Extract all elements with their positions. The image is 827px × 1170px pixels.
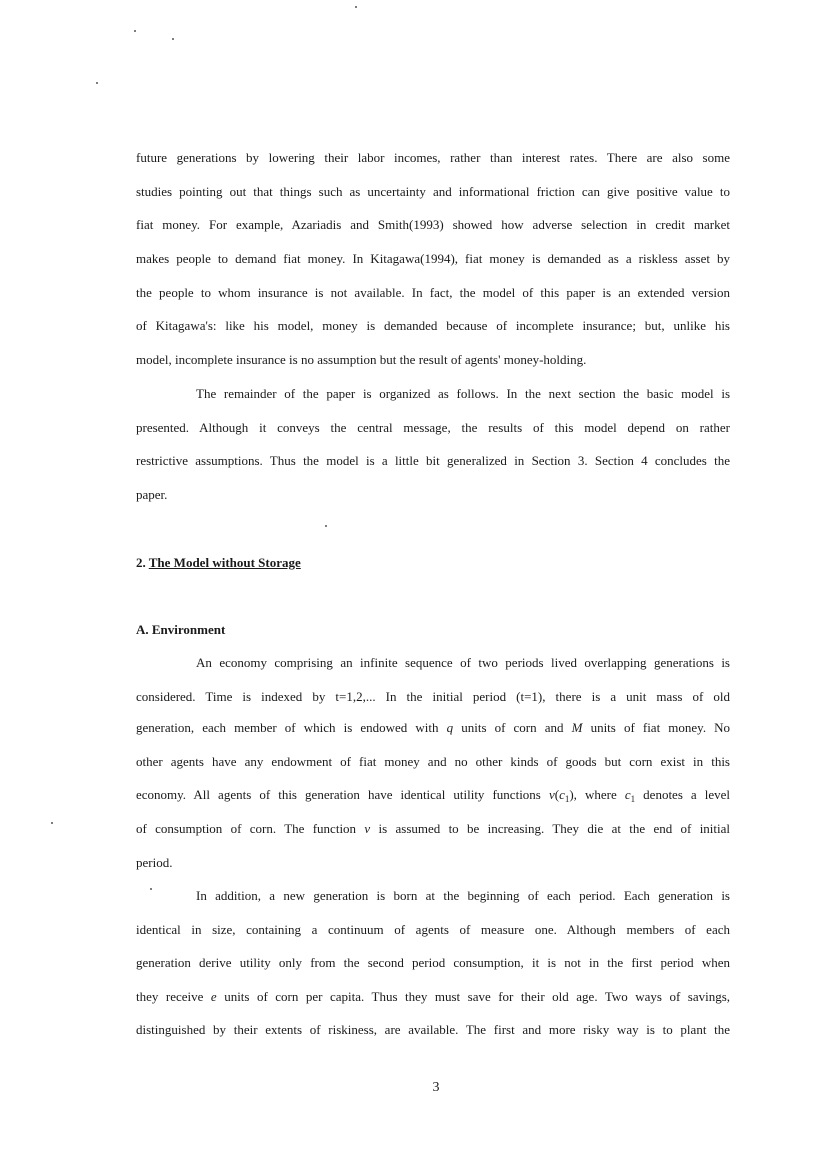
body-text-line: considered. Time is indexed by t=1,2,... In the initial period (t=1), there is a unit mass of old	[136, 689, 730, 704]
scan-speck	[355, 6, 357, 8]
body-text-line: model, incomplete insurance is no assumption but the result of agents' money-holding.	[136, 352, 587, 367]
body-text-line: presented. Although it conveys the central message, the results of this model depend on rather	[136, 420, 730, 435]
body-text-line: they receive e units of corn per capita. Thus they must save for their old age. Two ways of savings,	[136, 989, 731, 1004]
body-text-line: paper.	[136, 487, 168, 502]
scan-speck	[172, 38, 174, 40]
math-utility-function: $v(c_1)$,	[548, 787, 577, 804]
body-text-line: studies pointing out that things such as uncertainty and informational friction can give positive value to	[136, 184, 730, 199]
body-text-line: distinguished by their extents of riskiness, are available. The first and more risky way is to plant the	[136, 1022, 730, 1037]
body-text-line: of consumption of corn. The function v is assumed to be increasing. They die at the end of initial	[136, 821, 731, 836]
body-text-line: makes people to demand fiat money. In Kitagawa(1994), fiat money is demanded as a riskless asset by	[136, 251, 730, 266]
body-text-line: fiat money. For example, Azariadis and Smith(1993) showed how adverse selection in credit market	[136, 217, 730, 232]
body-text-line: the people to whom insurance is not available. In fact, the model of this paper is an extended version	[136, 285, 730, 300]
body-text-line: restrictive assumptions. Thus the model is a little bit generalized in Section 3. Section 4 concludes the	[136, 453, 730, 468]
body-text-line: generation, each member of which is endowed with q units of corn and M units of fiat money. No	[136, 720, 731, 735]
section-heading	[136, 555, 730, 571]
scan-speck	[96, 82, 98, 84]
math-e: e	[210, 989, 217, 1004]
math-c1: $c_1$	[624, 787, 636, 804]
scan-speck	[51, 822, 53, 824]
body-text-line: In addition, a new generation is born at the beginning of each period. Each generation is	[196, 888, 730, 903]
scan-speck	[150, 888, 152, 890]
math-M: M	[571, 720, 583, 735]
body-text-line: economy. All agents of this generation have identical utility functions $v(c_1)$, where $c_1$ denotes a level	[136, 787, 731, 804]
page-number: 3	[432, 1080, 440, 1095]
section-number: 2.	[136, 555, 146, 570]
body-text-line: The remainder of the paper is organized as follows. In the next section the basic model is	[196, 386, 730, 401]
body-text-line: An economy comprising an infinite sequence of two periods lived overlapping generations is	[196, 655, 730, 670]
math-v: v	[364, 821, 371, 836]
body-text-line: of Kitagawa's: like his model, money is demanded because of incomplete insurance; but, unlike his	[136, 318, 730, 333]
body-text-line: future generations by lowering their labor incomes, rather than interest rates. There are also some	[136, 150, 730, 165]
body-text-line: generation derive utility only from the second period consumption, it is not in the first period when	[136, 955, 730, 970]
body-text-line: period.	[136, 855, 173, 870]
body-text-line: other agents have any endowment of fiat money and no other kinds of goods but corn exist in this	[136, 754, 730, 769]
section-title: The Model without Storage	[148, 555, 301, 570]
subsection-heading: A. Environment	[136, 622, 226, 637]
scan-speck	[134, 30, 136, 32]
body-text-line: identical in size, containing a continuum of agents of measure one. Although members of each	[136, 922, 730, 937]
scan-speck	[325, 525, 327, 527]
math-q: q	[446, 720, 454, 735]
